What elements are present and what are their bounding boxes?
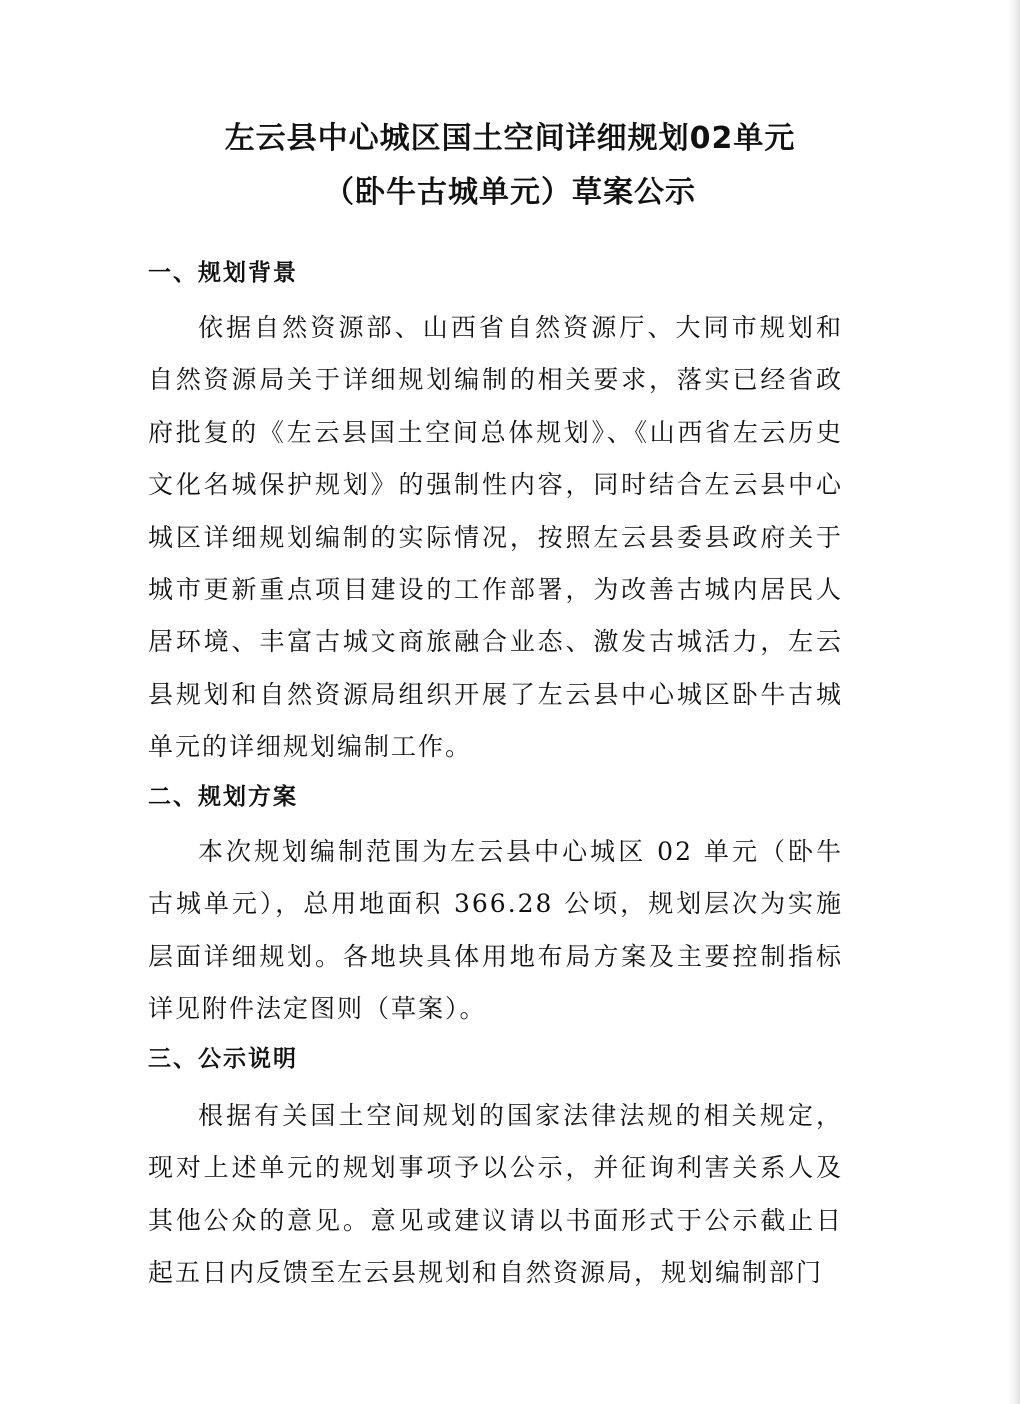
section-heading-notice: 三、公示说明	[148, 1046, 298, 1072]
section-paragraph-plan: 本次规划编制范围为左云县中心城区 02 单元（卧牛古城单元），总用地面积 366.28 公顷，规划层次为实施层面详细规划。各地块具体用地布局方案及主要控制指标详见附件法定图则（草案）。	[148, 837, 843, 1024]
scan-edge-shadow	[1008, 0, 1020, 1404]
section-heading-background: 一、规划背景	[148, 260, 298, 286]
document-title-line-1: 左云县中心城区国土空间详细规划02单元	[224, 121, 796, 156]
section-heading-plan: 二、规划方案	[148, 784, 298, 810]
section-paragraph-background: 依据自然资源部、山西省自然资源厅、大同市规划和自然资源局关于详细规划编制的相关要求，落实已经省政府批复的《左云县国土空间总体规划》、《山西省左云历史文化名城保护规划》的强制性内容，同时结合左云县中心城区详细规划编制的实际情况，按照左云县委县政府关于城市更新重点项目建设的工作部署，为改善古城内居民人居环境、丰富古城文商旅融合业态、激发古城活力，左云县规划和自然资源局组织开展了左云县中心城区卧牛古城单元的详细规划编制工作。	[148, 313, 843, 762]
section-paragraph-notice: 根据有关国土空间规划的国家法律法规的相关规定，现对上述单元的规划事项予以公示，并征询利害关系人及其他公众的意见。意见或建议请以书面形式于公示截止日起五日内反馈至左云县规划和自然资源局，规划编制部门	[148, 1101, 843, 1288]
document-title-line-2: （卧牛古城单元）草案公示	[324, 175, 696, 210]
